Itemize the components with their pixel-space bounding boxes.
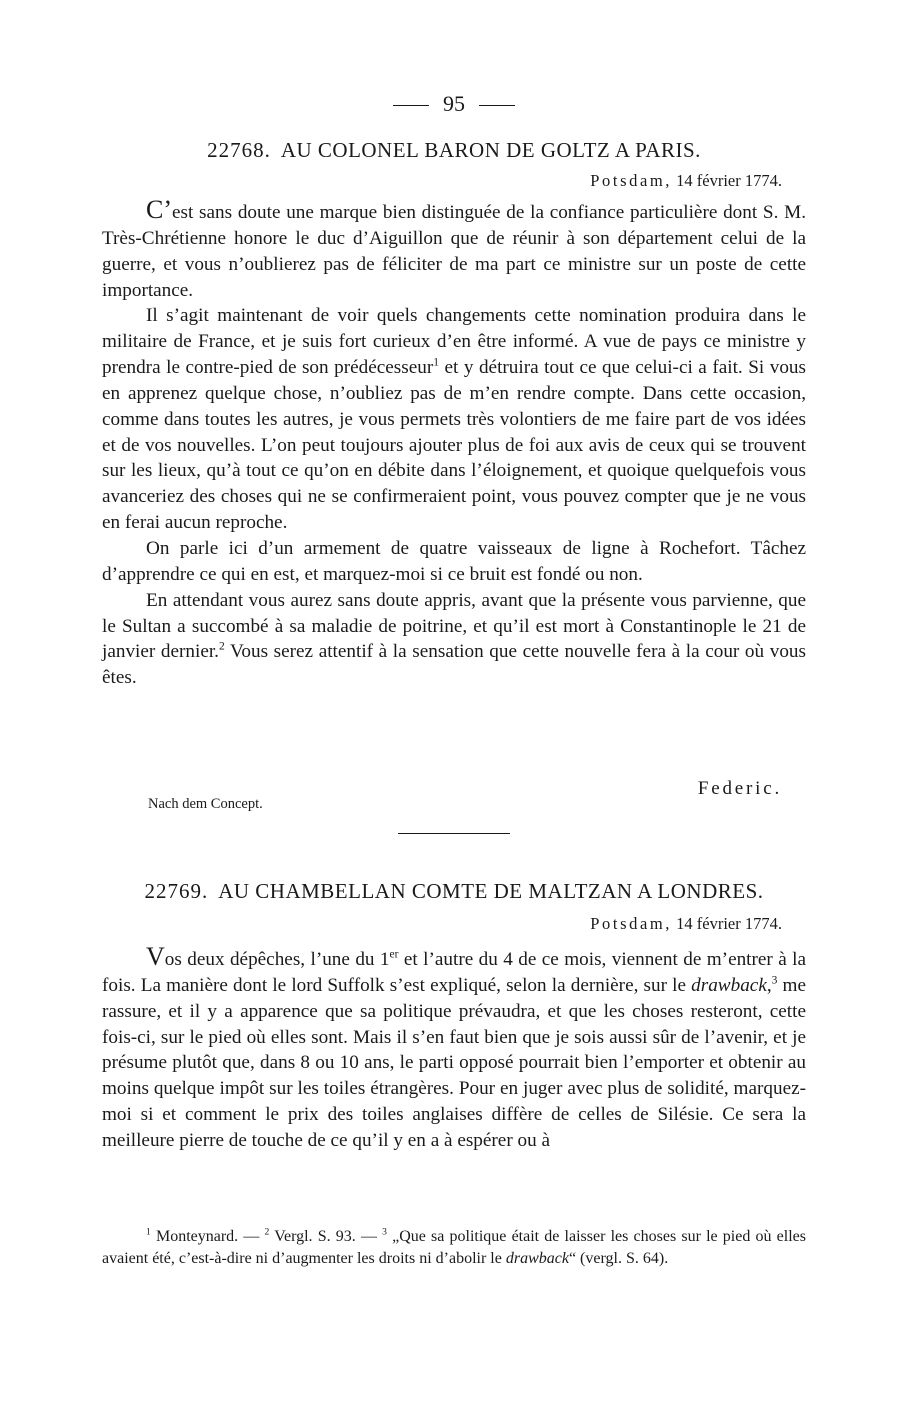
footnote-1-mark: 1 [146, 1226, 151, 1238]
letter-1-number: 22768. [207, 138, 271, 162]
letter-1-date: 14 février 1774. [676, 171, 782, 190]
letter-1-body [102, 197, 806, 691]
letter-1-signature: Federic. [697, 778, 782, 799]
letter-2-title: AU CHAMBELLAN COMTE DE MALTZAN A LONDRES. [218, 879, 764, 903]
letter-2-comma: , [766, 974, 772, 996]
letter-2-body [102, 944, 806, 1154]
page-number-dash-right [479, 105, 515, 106]
letter-2-paragraph-1-part-a: Vos deux dépêches, l’une du 1 [146, 942, 390, 971]
letter-2-number: 22769. [144, 879, 209, 903]
letter-1-paragraph-4-part-a: En attendant vous aurez sans doute appris, avant que la présente vous parvienne, que le Sultan a succombé à sa maladie de poitrine, et qu’il est mort à Constantinople le 21 de janvier dernier. [102, 589, 806, 663]
footnote-ref-2: 2 [218, 640, 225, 653]
footnote-3-mark: 3 [382, 1226, 387, 1238]
letter-1-paragraph-4 [102, 588, 806, 691]
letter-2-paragraph-1-part-b: et l’autre du 4 de ce mois, viennent de m’entrer à la fois. La manière dont le lord Suffolk s’est expliqué, selon la dernière, sur le [102, 949, 806, 996]
page-number-dash-left [393, 105, 429, 106]
footnotes [102, 1226, 806, 1270]
letter-1-source-note: Nach dem Concept. [148, 796, 263, 812]
footnote-1-text: Monteynard. — [150, 1228, 265, 1245]
letter-2-paragraph-1-part-d: me rassure, et il y a apparence que sa politique prévaudra, et que les choses resteront, cette fois-ci, sur le pied où elles sont. Mais il s’en faut bien que je sois aussi sûr de l’avenir, et je présume plutôt que, dans 8 ou 10 ans, le parti opposé pourrait bien l’emporter et obtenir au moins quelque impôt sur les toiles étrangères. Pour en juger avec plus de solidité, marquez-moi si et comment le prix des toiles anglaises diffère de celles de Silésie. Ce sera la meilleure pierre de touche de ce qu’il y en a à espérer ou à [102, 974, 806, 1151]
letter-2-paragraph-1 [102, 944, 806, 1154]
letter-separator [398, 833, 510, 834]
footnote-2-text: Vergl. S. 93. — [269, 1228, 383, 1245]
letter-2-place-date [590, 913, 782, 935]
footnotes-paragraph [102, 1226, 806, 1270]
letter-1-title: AU COLONEL BARON DE GOLTZ A PARIS. [280, 138, 701, 162]
letter-1-paragraph-2-part-a: Il s’agit maintenant de voir quels changements cette nomination produira dans le militaire de France, et je suis fort curieux d’en être informé. A vue de pays ce ministre y prendra le contre-pied de son prédécesseur [102, 305, 806, 379]
letter-2-ordinal-er: er [389, 948, 399, 961]
footnote-ref-1: 1 [433, 356, 439, 369]
footnote-3-text: „Que sa politique était de laisser les choses sur le pied où elles avaient été, c’est-à-dire ni d’augmenter les droits ni d’abolir le [102, 1228, 807, 1267]
footnote-3-drawback-word: drawback [505, 1250, 569, 1267]
letter-1-paragraph-2-part-b: et y détruira tout ce que celui-ci a fait. Si vous en apprenez quelque chose, n’oubliez pas de m’en rendre compte. Dans cette occasion, comme dans toutes les autres, je vous permets très volontiers de me faire part de vos idées et de vos nouvelles. L’on peut toujours ajouter plus de foi aux avis de ceux qui se trouvent sur les lieux, qu’à tout ce qu’on en débite dans l’éloignement, et quoique quelquefois vous avanceriez des choses qui ne se confirmeraient point, vous pouvez compter que je ne vous en ferai aucun reproche. [102, 357, 806, 534]
footnote-ref-3: 3 [771, 974, 778, 987]
letter-2-place: Potsdam, [590, 914, 673, 933]
letter-2-drawback-word: drawback [691, 974, 767, 996]
letter-2-date: 14 février 1774. [676, 914, 782, 933]
letter-1-heading [102, 137, 806, 163]
letter-1-paragraph-2 [102, 303, 806, 536]
letter-1-paragraph-3: On parle ici d’un armement de quatre vaisseaux de ligne à Rochefort. Tâchez d’apprendre ce qui en est, et marquez-moi si ce bruit est fondé ou non. [102, 537, 806, 585]
letter-1-place: Potsdam, [590, 171, 673, 190]
letter-1-place-date [590, 170, 782, 192]
letter-1-paragraph-1: C’est sans doute une marque bien distinguée de la confiance particulière dont S. M. Très-Chrétienne honore le duc d’Aiguillon que de réunir à son département celui de la guerre, et vous n’oublierez pas de féliciter de ma part ce ministre sur un poste de cette importance. [102, 195, 806, 301]
page-number-line [102, 90, 806, 118]
letter-2-heading [102, 878, 806, 904]
letter-1-paragraph-4-part-b: Vous serez attentif à la sensation que cette nouvelle fera à la cour où vous êtes. [102, 641, 806, 689]
footnote-3-end: “ (vergl. S. 64). [568, 1250, 669, 1267]
footnote-2-mark: 2 [264, 1226, 270, 1238]
page-number: 95 [443, 91, 465, 116]
